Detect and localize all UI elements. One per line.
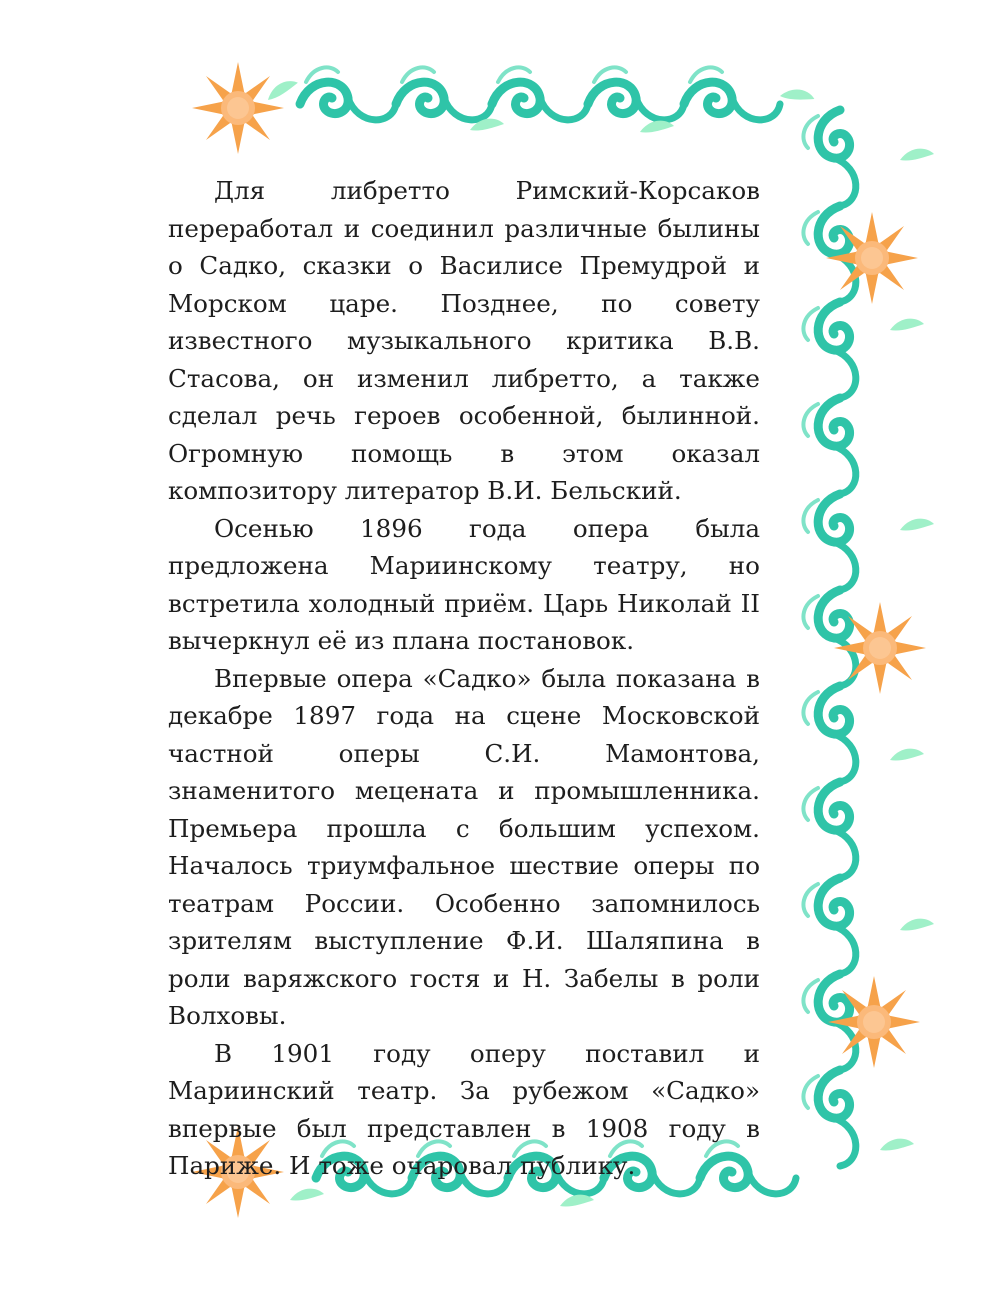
paragraph: Впервые опера «Садко» была показана в декабре 1897 года на сцене Московской частной оперы С.И. Мамонтова, знаменитого мецената и промышленника. Премьера прошла с большим успехом. Началось триумфальное шествие оперы по театрам России. Особенно запомнилось зрителям выступление Ф.И. Шаляпина в роли варяжского гостя и Н. Забелы в роли Волховы. — [168, 663, 760, 1030]
top-scroll-border — [264, 67, 816, 132]
paragraph: В 1901 году оперу поставил и Мариинский театр. За рубежом «Садко» впервые был представлен в 1908 году в Париже. И тоже очаровал публику. — [168, 1038, 760, 1180]
paragraph: Осенью 1896 года опера была предложена Мариинскому театру, но встретила холодный приём. Царь Николай II вычеркнул её из плана постановок. — [168, 513, 760, 655]
sun-icon — [192, 62, 284, 154]
sun-icon — [828, 976, 920, 1068]
paragraph: Для либретто Римский-Корсаков переработал и соединил различные былины о Садко, сказки о Василисе Премудрой и Морском царе. Позднее, по совету известного музыкального критика В.В. Стасова, он изменил либретто, а также сделал речь героев особенной, былинной. Огромную помощь в этом оказал композитору литератор В.И. Бельский. — [168, 176, 760, 505]
body-text — [168, 172, 760, 1185]
